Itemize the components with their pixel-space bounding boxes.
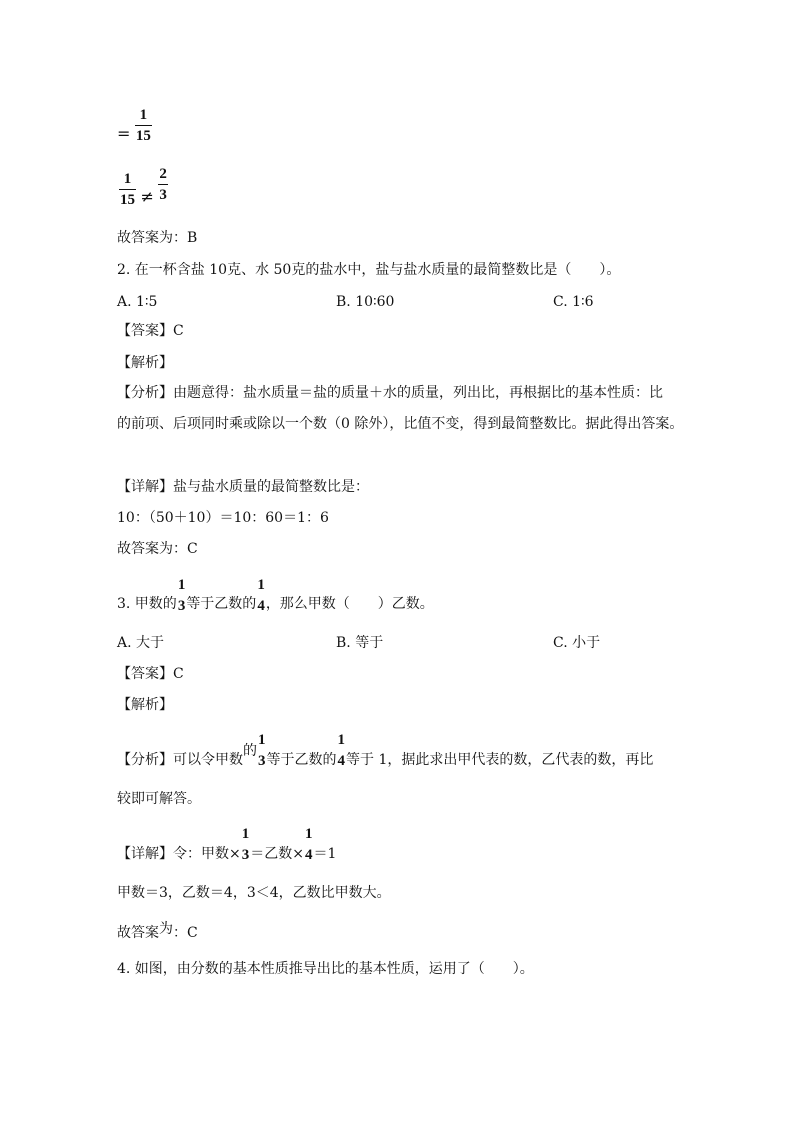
q2-option-b: B. 10∶60 bbox=[336, 294, 395, 310]
q3-detail-fraction-1-4: 1 4 bbox=[304, 826, 313, 863]
fraction-left: $\frac{1}{15}$ bbox=[120, 171, 135, 208]
fraction-1-15: $\frac{1}{15}$ bbox=[135, 107, 151, 144]
q2-option-c: C. 1∶6 bbox=[553, 294, 594, 310]
not-equal-sign: ≠ bbox=[140, 186, 154, 206]
q2-answer: 【答案】C bbox=[117, 323, 184, 339]
q3-option-c: C. 小于 bbox=[553, 635, 601, 651]
q3-analysis-fraction-1-4: 1 4 bbox=[337, 732, 345, 769]
q2-final-answer: 故答案为：C bbox=[117, 541, 198, 557]
q1-answer-line: 故答案为：B bbox=[117, 230, 198, 246]
q3-answer: 【答案】C bbox=[117, 666, 184, 682]
q2-detail-line-1: 【详解】盐与盐水质量的最简整数比是： bbox=[117, 479, 369, 495]
fraction-right: $\frac{2}{3}$ bbox=[159, 166, 167, 203]
q2-detail-line-2: 10：（50＋10）＝10：60＝1：6 bbox=[117, 510, 329, 526]
q4-question: 4. 如图，由分数的基本性质推导出比的基本性质，运用了（ ）。 bbox=[117, 961, 534, 977]
fraction-not-equal-line bbox=[119, 166, 168, 208]
q3-detail-line-1: 【详解】令：甲数× 1 3 ＝乙数× 1 4 ＝1 bbox=[117, 826, 337, 863]
q2-option-a: A. 1∶5 bbox=[117, 294, 158, 310]
q2-analysis-line-1: 【分析】由题意得：盐水质量＝盐的质量＋水的质量，列出比，再根据比的基本性质：比 bbox=[117, 385, 663, 401]
q3-detail-fraction-1-3: 1 3 bbox=[241, 826, 250, 863]
q2-analysis-title: 【解析】 bbox=[117, 355, 173, 371]
q3-analysis-line-1: 【分析】可以令甲数的 1 3 等于乙数的 1 4 等于 1，据此求出甲代表的数，乙代表的数，再比 bbox=[117, 732, 654, 769]
q3-fraction-1-4: 1 4 bbox=[257, 577, 265, 614]
q3-analysis-line-2: 较即可解答。 bbox=[117, 791, 201, 807]
q3-analysis-title: 【解析】 bbox=[117, 697, 173, 713]
equals-sign: = bbox=[117, 123, 131, 143]
q2-question: 2. 在一杯含盐 10克、水 50克的盐水中，盐与盐水质量的最简整数比是（ ）。 bbox=[117, 262, 621, 278]
q3-question: 3. 甲数的 1 3 等于乙数的 1 4 ，那么甲数（ ）乙数。 bbox=[117, 577, 434, 614]
q3-analysis-fraction-1-3: 1 3 bbox=[258, 732, 266, 769]
fraction-equals-line bbox=[117, 107, 152, 144]
q3-option-a: A. 大于 bbox=[117, 635, 165, 651]
q3-detail-line-2: 甲数＝3，乙数＝4，3＜4，乙数比甲数大。 bbox=[117, 885, 391, 901]
q3-option-b: B. 等于 bbox=[336, 635, 384, 651]
q3-final-answer: 故答案为：C bbox=[117, 921, 198, 941]
q2-analysis-line-2: 的前项、后项同时乘或除以一个数（0 除外），比值不变，得到最简整数比。据此得出答案。 bbox=[117, 416, 684, 432]
q3-fraction-1-3: 1 3 bbox=[177, 577, 186, 614]
